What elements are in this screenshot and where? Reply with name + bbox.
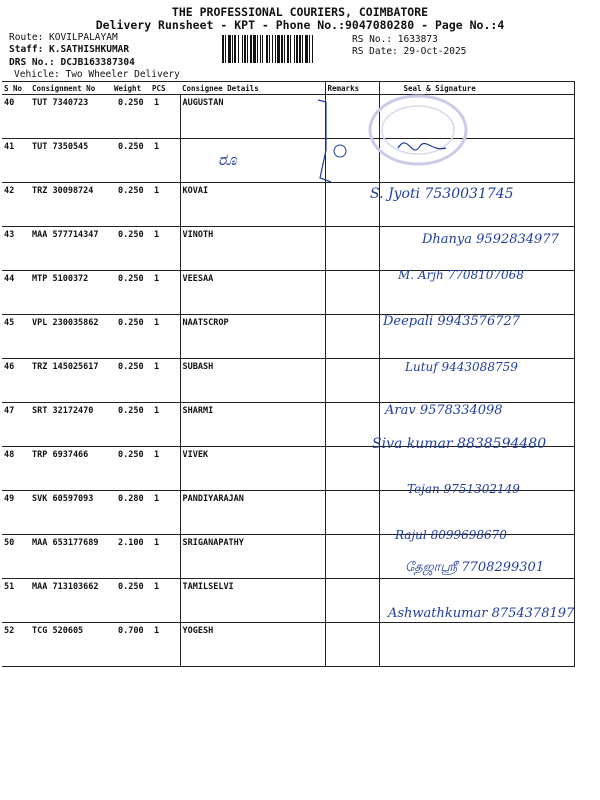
handwriting-52: Ashwathkumar 8754378197 — [388, 606, 575, 621]
handwriting-45: Deepali 9943576727 — [383, 314, 521, 329]
cell-pcs: 1 — [150, 315, 180, 359]
cell-weight: 0.250 — [112, 139, 150, 183]
cell-consignment: SVK 60597093 — [30, 491, 112, 535]
cell-consignment: MAA 577714347 — [30, 227, 112, 271]
drs-label: DRS No.: DCJB163387304 — [9, 57, 135, 68]
cell-sno: 51 — [2, 579, 30, 623]
handwriting-46: Lutuf 9443088759 — [405, 360, 518, 374]
cell-consignee: VEESAA — [180, 271, 325, 315]
cell-consignee: VINOTH — [180, 227, 325, 271]
cell-consignee: KOVAI — [180, 183, 325, 227]
cell-sno: 42 — [2, 183, 30, 227]
vehicle-label: Vehicle: Two Wheeler Delivery — [14, 69, 180, 80]
cell-sno: 50 — [2, 535, 30, 579]
cell-sno: 49 — [2, 491, 30, 535]
handwriting-43: Dhanya 9592834977 — [422, 232, 559, 247]
cell-weight: 0.250 — [112, 579, 150, 623]
cell-sno: 44 — [2, 271, 30, 315]
cell-pcs: 1 — [150, 227, 180, 271]
cell-sno: 48 — [2, 447, 30, 491]
cell-consignment: TUT 7340723 — [30, 95, 112, 139]
handwriting-44: M. Arjh 7708107068 — [398, 268, 524, 282]
runsheet-subtitle: Delivery Runsheet - KPT - Phone No.:9047080280 - Page No.:4 — [95, 18, 505, 32]
cell-pcs: 1 — [150, 139, 180, 183]
rs-number: RS No.: 1633873 — [352, 34, 438, 45]
cell-sno: 41 — [2, 139, 30, 183]
cell-weight: 0.250 — [112, 315, 150, 359]
cell-consignment: MTP 5100372 — [30, 271, 112, 315]
cell-pcs: 1 — [150, 447, 180, 491]
cell-pcs: 1 — [150, 271, 180, 315]
cell-weight: 0.700 — [112, 623, 150, 667]
handwriting-48: Siva kumar 8838594480 — [372, 436, 547, 452]
cell-sno: 47 — [2, 403, 30, 447]
cell-consignment: SRT 32172470 — [30, 403, 112, 447]
cell-weight: 0.250 — [112, 359, 150, 403]
col-sno: S No — [2, 82, 30, 95]
cell-sno: 46 — [2, 359, 30, 403]
cell-pcs: 1 — [150, 491, 180, 535]
cell-consignment: TRP 6937466 — [30, 447, 112, 491]
company-title: THE PROFESSIONAL COURIERS, COIMBATORE — [171, 5, 429, 19]
cell-consignee: PANDIYARAJAN — [180, 491, 325, 535]
cell-consignee: AUGUSTAN — [180, 95, 325, 139]
cell-weight: 0.250 — [112, 183, 150, 227]
cell-pcs: 1 — [150, 535, 180, 579]
cell-consignment: TRZ 145025617 — [30, 359, 112, 403]
col-consignment: Consignment No — [30, 82, 112, 95]
cell-consignee: TAMILSELVI — [180, 579, 325, 623]
cell-consignee: SHARMI — [180, 403, 325, 447]
cell-consignee: SRIGANAPATHY — [180, 535, 325, 579]
cell-consignment: VPL 230035862 — [30, 315, 112, 359]
cell-pcs: 1 — [150, 579, 180, 623]
cell-consignment: MAA 653177689 — [30, 535, 112, 579]
cell-consignment: MAA 713103662 — [30, 579, 112, 623]
col-signature: Seal & Signature — [379, 82, 574, 95]
cell-weight: 0.250 — [112, 403, 150, 447]
col-pcs: PCS — [150, 82, 180, 95]
col-weight: Weight — [112, 82, 150, 95]
cell-weight: 0.250 — [112, 271, 150, 315]
handwriting-50: Rajul 8099698670 — [395, 528, 507, 542]
cell-consignee: VIVEK — [180, 447, 325, 491]
col-consignee: Consignee Details — [180, 82, 325, 95]
handwriting-41: ರೂ — [218, 150, 237, 169]
route-label: Route: KOVILPALAYAM — [9, 32, 118, 43]
staff-label: Staff: K.SATHISHKUMAR — [9, 44, 130, 55]
cell-consignment: TUT 7350545 — [30, 139, 112, 183]
cell-weight: 0.250 — [112, 227, 150, 271]
cell-pcs: 1 — [150, 95, 180, 139]
handwriting-47: Arav 9578334098 — [385, 403, 503, 418]
cell-consignee: SUBASH — [180, 359, 325, 403]
cell-consignment: TRZ 30098724 — [30, 183, 112, 227]
cell-weight: 0.250 — [112, 447, 150, 491]
rs-date: RS Date: 29-Oct-2025 — [352, 46, 467, 57]
cell-sno: 52 — [2, 623, 30, 667]
cell-sno: 40 — [2, 95, 30, 139]
cell-pcs: 1 — [150, 623, 180, 667]
cell-consignee: NAATSCROP — [180, 315, 325, 359]
cell-weight: 2.100 — [112, 535, 150, 579]
cell-consignee: YOGESH — [180, 623, 325, 667]
cell-pcs: 1 — [150, 183, 180, 227]
handwriting-49: Tejan 9751302149 — [407, 482, 520, 496]
cell-weight: 0.280 — [112, 491, 150, 535]
cell-weight: 0.250 — [112, 95, 150, 139]
cell-consignment: TCG 520605 — [30, 623, 112, 667]
handwriting-51: தேஜாஸ்ரீ 7708299301 — [405, 560, 545, 575]
cell-pcs: 1 — [150, 403, 180, 447]
cell-sno: 43 — [2, 227, 30, 271]
handwriting-42: S. Jyoti 7530031745 — [370, 186, 514, 202]
col-remarks: Remarks — [325, 82, 379, 95]
cell-pcs: 1 — [150, 359, 180, 403]
cell-sno: 45 — [2, 315, 30, 359]
